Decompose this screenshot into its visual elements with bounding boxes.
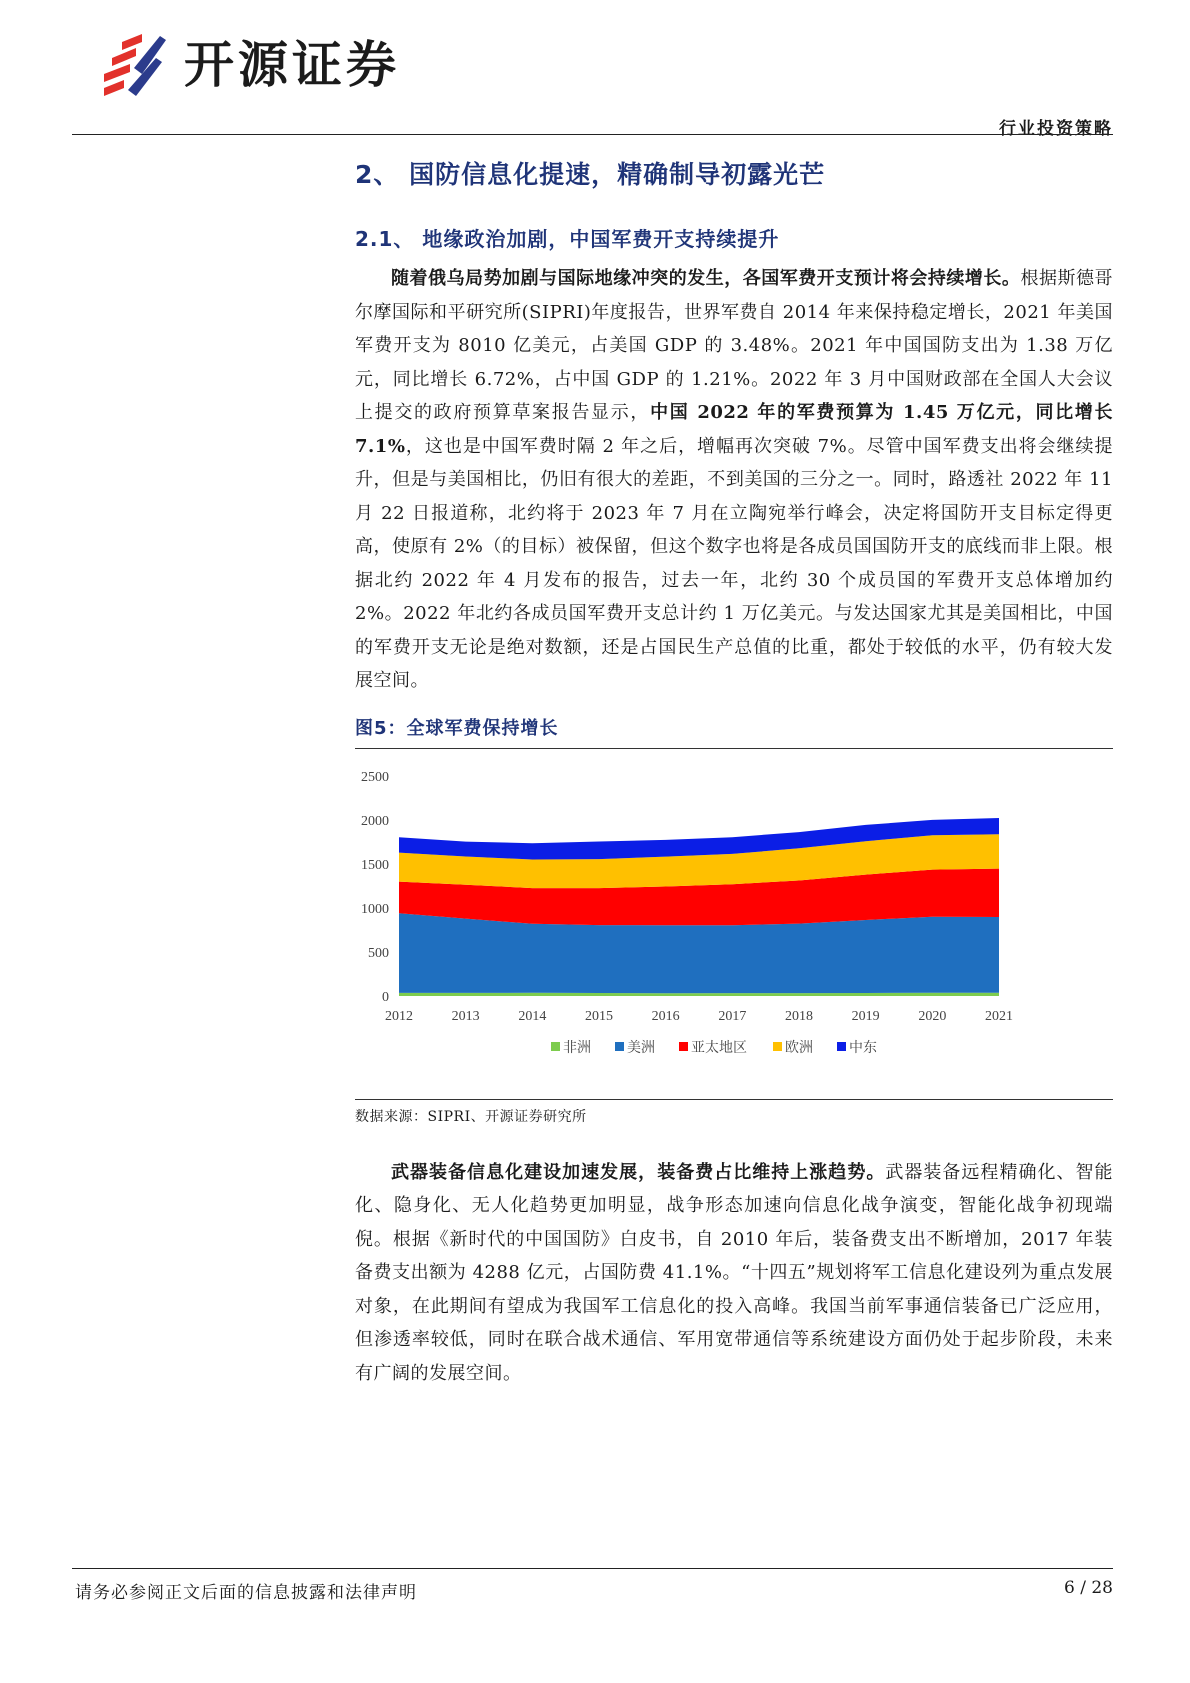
x-tick-label: 2013 — [451, 1008, 480, 1024]
para1-lead: 随着俄乌局势加剧与国际地缘冲突的发生，各国军费开支预计将会持续增长。 — [391, 268, 1021, 289]
main-content — [355, 155, 1113, 1390]
area-series-0 — [399, 992, 999, 995]
para1-text-a: 根据斯德哥尔摩国际和平研究所(SIPRI)年度报告，世界军费自 2014 年来保持稳定增长，2021 年美国军费开支为 8010 亿美元，占美国 GDP 的 3.48%。2021 年中国国防支出为 1.38 万亿元，同比增长 6.72%，占中国 GDP 的 1.21%。2022 年 3 月中国财政部在全国人大会议上提交的政府预算草案报告显示， — [355, 268, 1114, 423]
figure-title: 图5：全球军费保持增长 — [355, 714, 1113, 749]
section-title: 2、 国防信息化提速，精确制导初露光芒 — [355, 160, 826, 189]
legend-label: 非洲 — [563, 1039, 591, 1056]
brand-logo — [98, 28, 400, 102]
report-type: 行业投资策略 — [999, 119, 1113, 139]
x-tick-label: 2018 — [785, 1008, 813, 1024]
x-tick-label: 2015 — [585, 1008, 613, 1024]
chart-container — [355, 749, 1113, 1099]
header-divider — [72, 134, 1113, 135]
x-tick-label: 2017 — [718, 1008, 747, 1024]
legend-label: 中东 — [849, 1039, 877, 1056]
x-tick-label: 2014 — [518, 1008, 547, 1024]
y-tick-label: 0 — [382, 989, 389, 1005]
x-tick-label: 2019 — [851, 1008, 880, 1024]
area-series-1 — [399, 913, 999, 993]
legend-label: 亚太地区 — [691, 1039, 747, 1056]
footer-divider — [72, 1568, 1113, 1569]
legend-swatch — [551, 1042, 560, 1051]
legend-swatch — [773, 1042, 782, 1051]
brand-logo-icon — [98, 28, 170, 102]
para2-lead: 武器装备信息化建设加速发展，装备费占比维持上涨趋势。 — [391, 1161, 886, 1183]
x-tick-label: 2012 — [385, 1008, 413, 1024]
footer-disclaimer: 请务必参阅正文后面的信息披露和法律声明 — [75, 1583, 417, 1603]
para1-highlight: 中国 2022 年的军费预算为 1.45 万亿元，同比增长 7.1% — [355, 402, 1113, 457]
x-tick-label: 2020 — [918, 1008, 947, 1024]
subsection-title: 2.1、 地缘政治加剧，中国军费开支持续提升 — [355, 227, 780, 251]
brand-name: 开源证券 — [184, 36, 400, 94]
x-tick-label: 2021 — [985, 1008, 1013, 1024]
page-number: 6 / 28 — [1064, 1578, 1113, 1598]
legend-label: 欧洲 — [785, 1039, 813, 1056]
y-tick-label: 2000 — [361, 813, 389, 829]
y-tick-label: 500 — [368, 945, 389, 961]
figure-source: 数据来源：SIPRI、开源证券研究所 — [355, 1099, 1113, 1126]
legend-swatch — [679, 1042, 688, 1051]
y-tick-label: 2500 — [361, 769, 389, 785]
legend-swatch — [615, 1042, 624, 1051]
y-tick-label: 1500 — [361, 857, 389, 873]
para2-text: 武器装备远程精确化、智能化、隐身化、无人化趋势更加明显，战争形态加速向信息化战争演变，智能化战争初现端倪。根据《新时代的中国国防》白皮书，自 2010 年后，装备费支出不断增加，2017 年装备费支出额为 4288 亿元，占国防费 41.1%。“十四五”规划将军工信息化建设列为重点发展对象，在此期间有望成为我国军工信息化的投入高峰。我国当前军事通信装备已广泛应用，但渗透率较低，同时在联合战术通信、军用宽带通信等系统建设方面仍处于起步阶段，未来有广阔的发展空间。 — [355, 1161, 1114, 1384]
x-tick-label: 2016 — [651, 1008, 680, 1024]
legend-label: 美洲 — [627, 1039, 655, 1056]
para1-text-b: ，这也是中国军费时隔 2 年之后，增幅再次突破 7%。尽管中国军费支出将会继续提升，但是与美国相比，仍旧有很大的差距，不到美国的三分之一。同时，路透社 2022 年 11 月 22 日报道称，北约将于 2023 年 7 月在立陶宛举行峰会，决定将国防开支目标定得更高，使原有 2%（的目标）被保留，但这个数字也将是各成员国国防开支的底线而非上限。根据北约 2022 年 4 月发布的报告，过去一年，北约 30 个成员国的军费开支总体增加约 2%。2022 年北约各成员国军费开支总计约 1 万亿美元。与发达国家尤其是美国相比，中国的军费开支无论是绝对数额，还是占国民生产总值的比重，都处于较低的水平，仍有较大发展空间。 — [355, 435, 1113, 691]
paragraph-equipment — [355, 1156, 1113, 1391]
legend-swatch — [837, 1042, 846, 1051]
paragraph-military-spending — [355, 262, 1113, 698]
y-tick-label: 1000 — [361, 901, 389, 917]
stacked-area-chart — [355, 749, 1113, 1099]
